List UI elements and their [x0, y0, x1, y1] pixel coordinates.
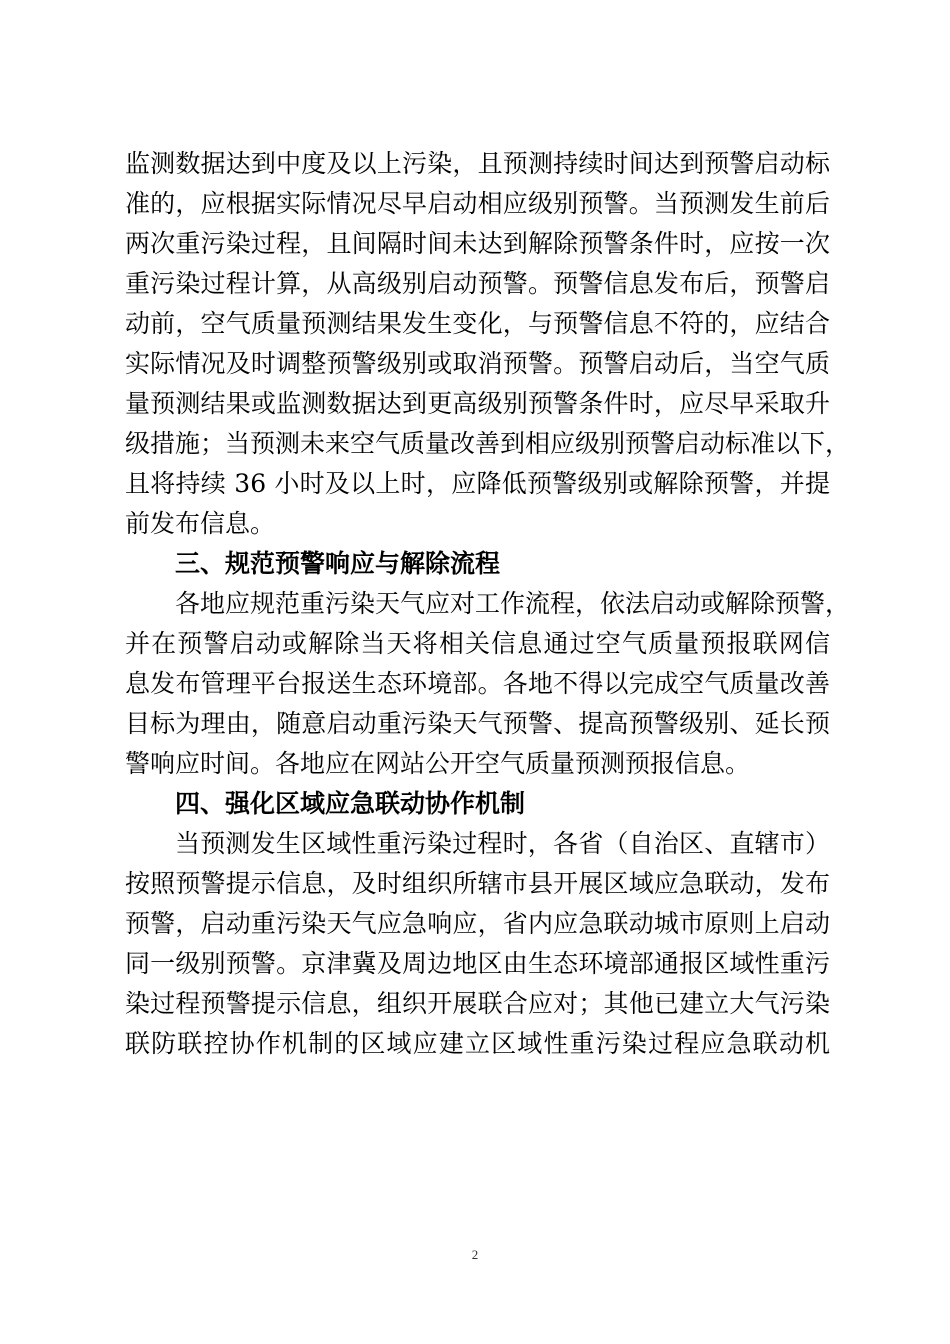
body-line: 量预测结果或监测数据达到更高级别预警条件时，应尽早采取升: [125, 389, 830, 418]
body-line: 两次重污染过程，且间隔时间未达到解除预警条件时，应按一次: [125, 229, 830, 258]
body-line: 重污染过程计算，从高级别启动预警。预警信息发布后，预警启: [125, 269, 830, 298]
body-line: 染过程预警提示信息，组织开展联合应对；其他已建立大气污染: [125, 989, 830, 1018]
body-line: 预警，启动重污染天气应急响应，省内应急联动城市原则上启动: [125, 909, 830, 938]
paragraph-first-line: 各地应规范重污染天气应对工作流程，依法启动或解除预警，: [175, 589, 851, 618]
body-line: 息发布管理平台报送生态环境部。各地不得以完成空气质量改善: [125, 669, 830, 698]
body-line: 警响应时间。各地应在网站公开空气质量预测预报信息。: [125, 749, 751, 778]
body-line: 准的，应根据实际情况尽早启动相应级别预警。当预测发生前后: [125, 189, 830, 218]
document-body: [125, 144, 851, 1064]
body-line: 目标为理由，随意启动重污染天气预警、提高预警级别、延长预: [125, 709, 830, 738]
body-line: 前发布信息。: [125, 509, 276, 538]
body-line: 同一级别预警。京津冀及周边地区由生态环境部通报区域性重污: [125, 949, 830, 978]
body-line: 按照预警提示信息，及时组织所辖市县开展区域应急联动，发布: [125, 869, 830, 898]
body-line: 监测数据达到中度及以上污染，且预测持续时间达到预警启动标: [125, 149, 830, 178]
body-line: 级措施；当预测未来空气质量改善到相应级别预警启动标准以下，: [125, 429, 851, 458]
body-line: 并在预警启动或解除当天将相关信息通过空气质量预报联网信: [125, 629, 830, 658]
paragraph-first-line: 当预测发生区域性重污染过程时，各省（自治区、直辖市）: [175, 829, 830, 858]
body-line: 动前，空气质量预测结果发生变化，与预警信息不符的，应结合: [125, 309, 830, 338]
section-heading: 三、规范预警响应与解除流程: [175, 549, 501, 578]
body-line: 且将持续 36 小时及以上时，应降低预警级别或解除预警，并提: [125, 469, 830, 498]
body-line: 实际情况及时调整预警级别或取消预警。预警启动后，当空气质: [125, 349, 830, 378]
body-line: 联防联控协作机制的区域应建立区域性重污染过程应急联动机: [125, 1029, 830, 1058]
section-heading: 四、强化区域应急联动协作机制: [175, 789, 526, 818]
page-number: 2: [471, 1247, 479, 1262]
